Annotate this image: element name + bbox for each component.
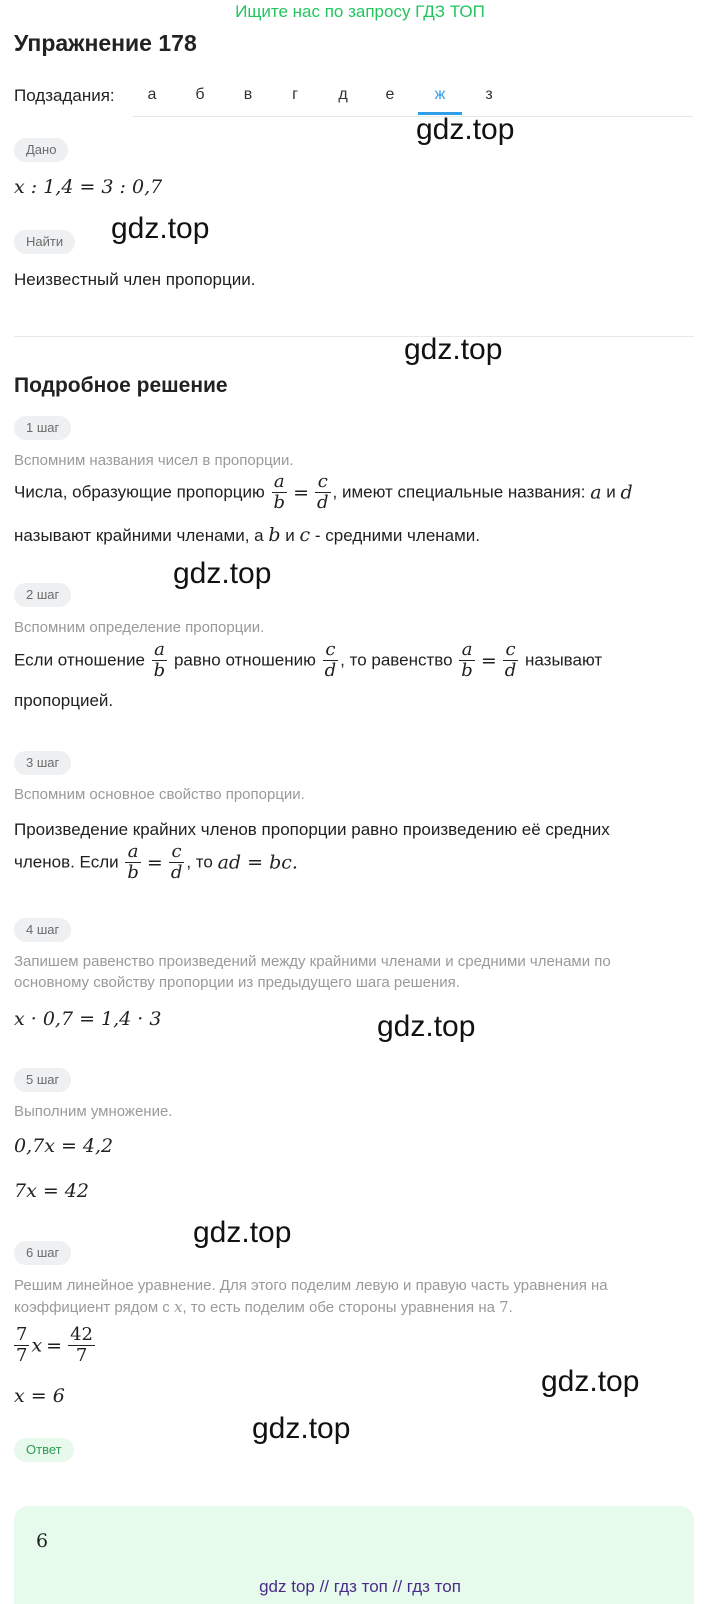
step-3-line-2 xyxy=(14,842,298,883)
step-6-hint-text-b: , то есть поделим обе стороны уравнения на xyxy=(182,1299,495,1316)
step-6-expression-1 xyxy=(14,1325,97,1366)
denominator: d xyxy=(316,492,329,513)
denominator: d xyxy=(324,660,337,681)
numerator: c xyxy=(315,472,331,493)
numerator: c xyxy=(503,640,519,661)
given-expression: x : 1,4 = 3 : 0,7 xyxy=(14,176,163,198)
step-2-text-b: равно отношению xyxy=(173,650,316,670)
watermark: gdz.top xyxy=(416,113,515,146)
section-divider xyxy=(14,336,694,337)
step-3-text-b: , то xyxy=(186,852,213,872)
step-2-line-1 xyxy=(14,640,602,681)
step-2-text-c: , то равенство xyxy=(340,650,453,670)
step-5-chip: 5 шаг xyxy=(14,1068,71,1092)
tab-z[interactable]: з xyxy=(485,86,493,103)
tab-b[interactable]: б xyxy=(195,86,205,103)
step-4-chip: 4 шаг xyxy=(14,918,71,942)
tab-d[interactable]: д xyxy=(338,86,348,103)
denominator: 7 xyxy=(75,1345,88,1366)
tab-a[interactable]: а xyxy=(147,86,157,103)
step-5-expression-2: 7x = 42 xyxy=(14,1180,89,1202)
numerator: a xyxy=(125,842,141,863)
step-3-line-1: Произведение крайних членов пропорции равно произведению её средних xyxy=(14,820,610,839)
denominator: b xyxy=(127,862,139,883)
fraction-c-over-d xyxy=(315,472,331,513)
fraction-42-over-7 xyxy=(68,1325,95,1366)
numerator: c xyxy=(169,842,185,863)
find-text: Неизвестный член пропорции. xyxy=(14,270,256,289)
step-4-expression: x · 0,7 = 1,4 · 3 xyxy=(14,1008,162,1030)
denominator: b xyxy=(273,492,286,513)
watermark: gdz.top xyxy=(541,1365,640,1398)
var-d: d xyxy=(620,481,633,504)
watermark: gdz.top xyxy=(377,1010,476,1043)
step-6-hint-text-a: коэффициент рядом с xyxy=(14,1299,170,1316)
var-x: x xyxy=(31,1334,43,1357)
step-3-expression: ad = bc. xyxy=(217,851,298,874)
solution-title: Подробное решение xyxy=(14,374,228,397)
step-1-hint: Вспомним названия чисел в пропорции. xyxy=(14,452,294,469)
fraction-c-over-d xyxy=(169,842,185,883)
step-2-hint: Вспомним определение пропорции. xyxy=(14,619,265,636)
step-1-text-f: - средними членами. xyxy=(314,526,481,545)
step-1-line-1 xyxy=(14,472,633,513)
number-seven: 7 xyxy=(499,1298,509,1316)
equals-sign: = xyxy=(480,649,497,672)
step-5-expression-1: 0,7x = 4,2 xyxy=(14,1135,114,1157)
find-chip: Найти xyxy=(14,230,75,254)
denominator: 7 xyxy=(16,1345,28,1366)
fraction-a-over-b xyxy=(272,472,288,513)
denominator: b xyxy=(153,660,166,681)
watermark: gdz.top xyxy=(173,557,272,590)
numerator: 42 xyxy=(70,1324,93,1345)
step-1-chip: 1 шаг xyxy=(14,416,71,440)
fraction-a-over-b xyxy=(459,640,475,681)
denominator: d xyxy=(504,660,517,681)
fraction-a-over-b xyxy=(125,842,141,883)
step-4-hint-line-1: Запишем равенство произведений между крайними членами и средними членами по xyxy=(14,953,611,970)
tab-g[interactable]: г xyxy=(292,86,298,103)
answer-value: 6 xyxy=(36,1530,49,1552)
equals-sign: = xyxy=(146,851,163,874)
step-1-text-e: и xyxy=(285,526,295,545)
page-title: Упражнение 178 xyxy=(14,30,197,56)
step-6-chip: 6 шаг xyxy=(14,1241,71,1265)
watermark: gdz.top xyxy=(404,333,503,366)
denominator: d xyxy=(170,862,183,883)
var-b: b xyxy=(268,524,281,546)
equals-sign: = xyxy=(46,1334,63,1357)
tab-v[interactable]: в xyxy=(243,86,253,103)
step-2-chip: 2 шаг xyxy=(14,583,71,607)
fraction-c-over-d xyxy=(503,640,519,681)
step-1-text-b: , имеют специальные названия: xyxy=(332,482,586,502)
tab-e[interactable]: е xyxy=(385,86,395,103)
watermark: gdz.top xyxy=(252,1412,351,1445)
fraction-7-over-7 xyxy=(14,1325,29,1366)
footer-links[interactable]: gdz top // гдз топ // гдз топ xyxy=(259,1577,461,1596)
step-3-chip: 3 шаг xyxy=(14,751,71,775)
step-1-text-c: и xyxy=(606,482,616,502)
numerator: a xyxy=(272,472,288,493)
subtasks-label: Подзадания: xyxy=(14,86,115,105)
numerator: a xyxy=(459,640,475,661)
var-x: x xyxy=(173,1298,183,1316)
step-6-expression-2: x = 6 xyxy=(14,1385,65,1407)
step-5-hint: Выполним умножение. xyxy=(14,1103,173,1120)
step-4-hint-line-2: основному свойству пропорции из предыдущего шага решения. xyxy=(14,974,460,991)
step-2-text-d: называют xyxy=(525,650,603,670)
denominator: b xyxy=(461,660,473,681)
step-1-line-2 xyxy=(14,524,480,546)
var-c: c xyxy=(299,524,311,546)
numerator: 7 xyxy=(16,1324,28,1345)
equals-sign: = xyxy=(293,481,309,504)
step-6-hint-text-c: . xyxy=(508,1299,513,1316)
step-2-text-a: Если отношение xyxy=(14,650,145,670)
subtask-tabs xyxy=(133,78,693,117)
step-6-hint-line-2 xyxy=(14,1298,513,1316)
step-2-line-2: пропорцией. xyxy=(14,691,114,710)
var-a: a xyxy=(590,481,602,504)
answer-chip: Ответ xyxy=(14,1438,74,1462)
step-6-hint-line-1: Решим линейное уравнение. Для этого поделим левую и правую часть уравнения на xyxy=(14,1277,608,1294)
fraction-a-over-b xyxy=(152,640,168,681)
numerator: a xyxy=(152,640,168,661)
watermark: gdz.top xyxy=(111,212,210,245)
numerator: c xyxy=(323,640,339,661)
given-chip: Дано xyxy=(14,138,68,162)
tab-zh[interactable]: ж xyxy=(434,86,446,103)
watermark: gdz.top xyxy=(193,1216,292,1249)
step-3-text-a: членов. Если xyxy=(14,852,119,872)
search-banner: Ищите нас по запросу ГДЗ ТОП xyxy=(235,2,485,21)
step-3-hint: Вспомним основное свойство пропорции. xyxy=(14,786,305,803)
fraction-c-over-d xyxy=(323,640,339,681)
step-1-text-a: Числа, образующие пропорцию xyxy=(14,482,265,502)
step-1-text-d: называют крайними членами, а xyxy=(14,526,264,545)
